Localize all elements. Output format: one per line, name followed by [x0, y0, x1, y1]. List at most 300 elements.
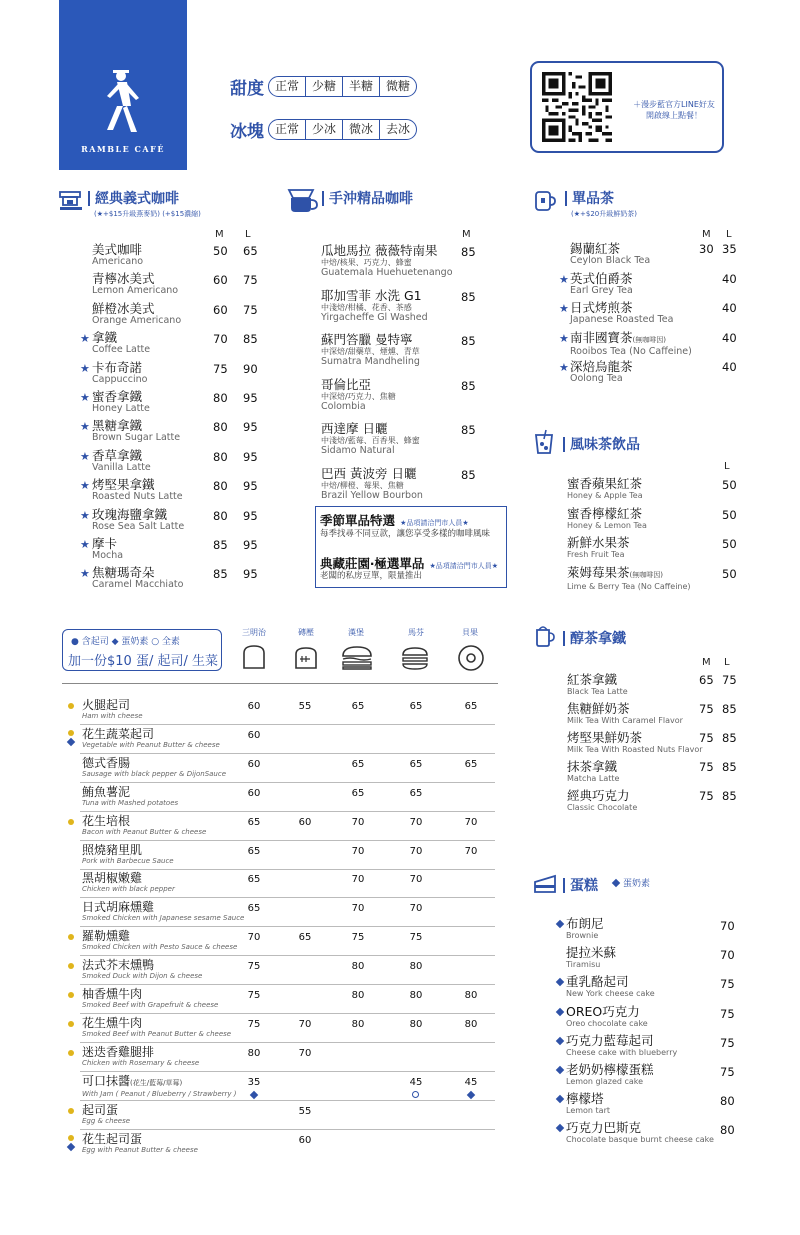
price-l: 50 — [722, 537, 737, 551]
item-name-en: Yirgacheffe Gl Washed — [321, 311, 428, 323]
cheese-dot-icon — [68, 1050, 74, 1056]
sandwich-item — [82, 844, 174, 866]
price-m: 85 — [213, 567, 228, 582]
sandwich-addon: 加一份$10 蛋/ 起司/ 生菜 — [68, 654, 218, 669]
item-flavor-notes: 中深焙/巧克力、焦糖 — [321, 391, 396, 401]
item-name-zh: 布朗尼 — [566, 916, 604, 931]
veg-egg-milk-icon — [556, 1007, 564, 1015]
star-icon: ★ — [80, 508, 90, 522]
sandwich-price: 70 — [409, 903, 423, 915]
burger-icon — [340, 645, 374, 671]
item-name-zh: 鮪魚薯泥 — [82, 784, 131, 799]
row-divider — [80, 1100, 495, 1101]
sandwich-column-header: 磚壓 — [298, 628, 314, 637]
sweetness-option: 正常 — [275, 79, 300, 93]
price: 80 — [720, 1094, 735, 1109]
item-name-zh: 耶加雪菲 水洗 G1 — [321, 287, 422, 303]
special1-title: 季節單品特選 — [320, 513, 396, 528]
sandwich-price: 70 — [464, 816, 478, 828]
item-name-en: Black Tea Latte — [567, 687, 628, 696]
sandwich-price: 80 — [409, 990, 423, 1001]
sandwich-price: 65 — [409, 701, 423, 712]
sandwich-price: 35 — [247, 1076, 261, 1088]
item-name-zh: 老奶奶檸檬蛋糕 — [566, 1062, 654, 1077]
menu-item — [92, 419, 180, 443]
item-name-zh: 卡布奇諾 — [92, 359, 143, 375]
item-name-en: Oolong Tea — [570, 373, 623, 384]
price-l: 40 — [722, 271, 737, 286]
sandwich-item — [82, 959, 202, 981]
sandwich-item — [82, 901, 244, 923]
item-name-en: Honey Latte — [92, 403, 150, 414]
price-l: 85 — [722, 760, 737, 774]
special-beans-box — [315, 506, 507, 588]
sweetness-option: 少糖 — [305, 77, 342, 96]
item-name-en: Sausage with black pepper & DijonSauce — [82, 769, 227, 778]
sandwich-column-header: 貝果 — [462, 628, 478, 637]
sandwich-price: 70 — [298, 1018, 312, 1030]
sandwich-item — [82, 757, 226, 779]
item-name-zh: 花生燻牛肉 — [82, 1015, 143, 1030]
menu-item — [92, 331, 150, 355]
menu-item — [567, 566, 691, 592]
item-name-en: Tuna with Mashed potatoes — [82, 798, 179, 807]
flavor-tea-col-l: L — [724, 461, 730, 472]
item-caffeine-note-en: (No Caffeine) — [635, 581, 691, 591]
item-name-en: Classic Chocolate — [567, 803, 638, 812]
sandwich-price: 65 — [409, 758, 423, 770]
item-name-en: Smoked Beef with Grapefruit & cheese — [82, 1001, 219, 1009]
item-name-en: Vegetable with Peanut Butter & cheese — [82, 740, 220, 749]
item-name-en: Smoked Beef with Peanut Butter & cheese — [82, 1029, 232, 1038]
price-l: 50 — [722, 566, 737, 581]
item-name-en: Mocha — [92, 550, 124, 561]
sandwich-price: 80 — [409, 961, 423, 973]
item-name-en: New York cheese cake — [566, 989, 655, 999]
logo-text: RAMBLE CAFÉ — [81, 144, 165, 154]
sandwich-price: 75 — [247, 1018, 261, 1030]
price: 75 — [720, 977, 735, 992]
item-name-zh: 蘇門答臘 曼特寧 — [321, 332, 413, 348]
item-name-zh: 蜜香蘋果紅茶 — [567, 476, 643, 491]
sandwich-item — [82, 786, 178, 808]
item-name-en: Brownie — [566, 931, 599, 940]
cheese-dot-icon — [68, 1108, 74, 1114]
row-divider — [80, 926, 495, 927]
menu-item — [321, 422, 420, 456]
veg-egg-milk-icon — [556, 978, 564, 986]
sandwich-price: 70 — [351, 845, 365, 857]
item-name-zh: 可口抹醬(花生/藍莓/草莓) — [82, 1073, 183, 1088]
sandwich-price: 60 — [247, 787, 261, 799]
price-m: 80 — [213, 391, 228, 405]
sandwich-price: 70 — [409, 816, 423, 828]
price-l: 85 — [722, 731, 737, 745]
sandwich-legend-marks: ● 含起司 ◆ 蛋奶素 ○ 全素 — [71, 637, 180, 647]
item-name-en: Roasted Nuts Latte — [92, 491, 183, 503]
item-name-zh: 檸檬塔 — [566, 1091, 604, 1107]
milk-tea-title: 醇茶拿鐵 — [563, 628, 626, 648]
item-name-zh: 美式咖啡 — [92, 242, 143, 257]
tea-col-l: L — [726, 229, 732, 240]
item-name-zh: 鮮橙冰美式 — [92, 300, 155, 316]
sandwich-price: 60 — [247, 758, 261, 770]
price-m: 50 — [213, 244, 228, 258]
item-name-zh: 萊姆莓果茶(無咖啡因) — [567, 564, 663, 580]
item-name-en: Rooibos Tea (No Caffeine) — [570, 345, 692, 357]
milk-tea-col-l: L — [724, 657, 730, 668]
ice-option: 正常 — [275, 122, 300, 136]
veg-egg-milk-icon — [250, 1090, 258, 1098]
price-l: 40 — [722, 330, 737, 345]
item-name-en: Chocolate basque burnt cheese cake — [566, 1135, 714, 1145]
price-m: 80 — [213, 449, 228, 464]
item-name-en: Fresh Fruit Tea — [567, 550, 625, 559]
sandwich-price: 65 — [464, 758, 478, 770]
item-name-en: Lemon glazed cake — [566, 1077, 644, 1086]
menu-item — [567, 789, 637, 813]
menu-item — [566, 975, 655, 999]
espresso-title: 經典義式咖啡 — [88, 188, 179, 208]
item-name-zh: 烤堅果拿鐵 — [92, 477, 155, 493]
sandwich-item — [82, 815, 206, 837]
menu-item — [570, 242, 650, 266]
item-name-en: Chicken with Rosemary & cheese — [82, 1058, 200, 1067]
item-name-en: Ceylon Black Tea — [570, 255, 651, 266]
sandwich-price: 80 — [351, 990, 365, 1001]
item-name-en: Smoked Chicken with Pesto Sauce & cheese — [82, 943, 238, 952]
sandwich-item — [82, 872, 175, 894]
muffin-icon — [400, 645, 430, 671]
price-l: 75 — [243, 302, 258, 317]
price-l: 95 — [243, 391, 258, 405]
row-divider — [80, 811, 495, 812]
price-l: 40 — [722, 360, 737, 374]
sandwich-item — [82, 930, 237, 952]
ice-pills — [268, 119, 417, 140]
price-l: 75 — [722, 673, 737, 687]
menu-item — [566, 1092, 610, 1116]
iced-drink-icon — [533, 429, 555, 455]
sandwich-price: 55 — [298, 701, 312, 712]
item-flavor-notes: 中深焙/甜藥草、煙燻、青草 — [321, 347, 420, 357]
menu-item — [570, 272, 633, 296]
veg-egg-milk-icon — [556, 1095, 564, 1103]
item-name-en: Lemon Americano — [92, 285, 179, 297]
sandwich-header-divider — [62, 683, 498, 684]
item-name-en: Ham with cheese — [82, 712, 143, 720]
item-name-en: Honey & Lemon Tea — [567, 520, 647, 530]
cake-title: 蛋糕 — [563, 875, 598, 895]
sandwich-price: 55 — [298, 1105, 312, 1117]
menu-item — [566, 1121, 714, 1145]
flavor-tea-title: 風味茶飲品 — [563, 434, 640, 454]
star-icon: ★ — [559, 272, 569, 286]
item-name-zh: 花生起司蛋 — [82, 1131, 143, 1146]
item-name-zh: 抹茶拿鐵 — [567, 759, 618, 774]
menu-item — [570, 331, 692, 357]
espresso-subtitle: (★+$15升級燕麥奶) (+$15濃縮) — [94, 210, 201, 218]
tea-col-m: M — [702, 229, 711, 240]
price: 75 — [720, 1065, 735, 1079]
row-divider — [80, 955, 495, 956]
star-icon: ★ — [80, 420, 90, 434]
item-name-zh: 德式香腸 — [82, 755, 131, 770]
menu-item — [92, 302, 181, 326]
sandwich-price: 70 — [409, 874, 423, 886]
sandwich-price: 80 — [464, 990, 478, 1001]
row-divider — [80, 724, 495, 725]
sandwich-item — [82, 988, 218, 1010]
panini-icon — [292, 645, 320, 671]
price-m: 75 — [699, 760, 714, 774]
price-m: 85 — [461, 334, 476, 349]
item-name-zh: 焦糖鮮奶茶 — [567, 701, 630, 716]
pour-over-kettle-icon — [285, 186, 319, 214]
sandwich-column-header: 馬芬 — [408, 628, 424, 637]
cheese-dot-icon — [68, 730, 74, 736]
row-divider — [80, 782, 495, 783]
menu-item — [566, 917, 604, 941]
menu-item — [92, 566, 183, 590]
menu-item — [567, 702, 683, 726]
row-divider — [80, 1071, 495, 1072]
sandwich-legend — [62, 629, 222, 671]
item-name-zh: 新鮮水果茶 — [567, 535, 630, 550]
sweetness-pills — [268, 76, 417, 97]
price: 80 — [720, 1123, 735, 1138]
star-icon: ★ — [80, 479, 90, 493]
sandwich-price: 75 — [247, 961, 261, 973]
item-name-en: Caramel Macchiato — [92, 579, 184, 591]
star-icon: ★ — [80, 361, 90, 375]
item-name-zh: 蜜香拿鐵 — [92, 389, 143, 404]
price-m: 75 — [699, 731, 714, 745]
item-name-en: Oreo chocolate cake — [566, 1018, 648, 1028]
sandwich-price: 45 — [409, 1076, 423, 1088]
item-flavor-notes: 中焙/核果、巧克力、蜂蜜 — [321, 258, 412, 267]
sandwich-item — [82, 699, 143, 721]
item-caffeine-note: (無咖啡因) — [632, 335, 666, 344]
veg-egg-milk-icon — [67, 738, 75, 746]
item-name-zh: 烤堅果鮮奶茶 — [567, 730, 643, 745]
menu-item — [92, 243, 143, 267]
menu-item — [566, 1034, 677, 1058]
price-m: 65 — [699, 673, 714, 687]
menu-item — [567, 477, 643, 501]
item-name-en: Sidamo Natural — [321, 445, 395, 457]
menu-item — [566, 1063, 654, 1087]
special1-desc: 每季找尋不同豆款，讓您享受多樣的咖啡風味 — [320, 529, 491, 539]
sandwich-price: 45 — [464, 1076, 478, 1088]
item-name-en: Brown Sugar Latte — [92, 432, 181, 444]
menu-item — [321, 467, 423, 501]
item-name-zh: 巧克力巴斯克 — [566, 1120, 642, 1136]
item-flavor-notes: 中淺焙/藍莓、百香果、蜂蜜 — [321, 436, 420, 446]
item-name-zh: 玫瑰海鹽拿鐵 — [92, 506, 168, 522]
item-caffeine-note-en: (No Caffeine) — [626, 345, 692, 357]
menu-item — [567, 507, 647, 531]
cake-legend: 蛋奶素 — [623, 879, 651, 889]
menu-item — [92, 390, 150, 414]
price-m: 60 — [213, 273, 228, 288]
row-divider — [80, 984, 495, 985]
menu-item — [92, 478, 183, 502]
menu-item — [92, 449, 151, 473]
sandwich-price: 65 — [247, 816, 261, 828]
sandwich-price: 80 — [464, 1018, 478, 1030]
item-name-zh: 南非國寶茶(無咖啡因) — [570, 329, 666, 345]
sandwich-price: 70 — [409, 845, 423, 857]
item-flavor-notes: 中焙/柳橙、莓果、焦糖 — [321, 481, 404, 490]
sandwich-price: 65 — [351, 787, 365, 799]
sandwich-price: 80 — [351, 961, 365, 973]
price: 75 — [720, 1035, 735, 1050]
row-divider — [80, 840, 495, 841]
item-name-en: With Jam ( Peanut / Blueberry / Strawberry ) — [82, 1089, 237, 1098]
item-name-zh: 日式烤煎茶 — [570, 300, 633, 315]
price-m: 75 — [699, 789, 714, 803]
ice-option: 少冰 — [305, 120, 342, 139]
item-name-en: Milk Tea With Caramel Flavor — [567, 716, 683, 725]
item-name-zh: 提拉米蘇 — [566, 945, 617, 961]
price: 70 — [720, 919, 735, 933]
item-name-en: Americano — [92, 256, 144, 267]
menu-item — [321, 333, 420, 367]
cheese-dot-icon — [68, 1135, 74, 1141]
sandwich-price: 60 — [298, 1134, 312, 1146]
sweetness-label: 甜度 — [230, 79, 264, 99]
item-name-en: Tiramisu — [566, 960, 601, 970]
sandwich-price: 65 — [298, 932, 312, 944]
price-m: 80 — [213, 420, 228, 435]
special2-desc: 老闆的私房豆單，限量推出 — [320, 571, 423, 581]
espresso-col-m: M — [215, 229, 224, 240]
sandwich-item — [82, 1104, 130, 1126]
item-name-zh: 日式胡麻燻雞 — [82, 900, 155, 915]
cake-slice-icon — [533, 872, 557, 894]
menu-item — [92, 361, 147, 385]
item-name-zh: 花生蔬菜起司 — [82, 726, 155, 741]
sandwich-price: 70 — [351, 903, 365, 915]
price-l: 95 — [243, 538, 258, 552]
item-name-en: Milk Tea With Roasted Nuts Flavor — [567, 745, 703, 754]
item-name-zh: 羅勒燻雞 — [82, 929, 131, 944]
special2-tag: ★品項請洽門市人員★ — [429, 562, 499, 570]
sandwich-price: 70 — [247, 932, 261, 944]
sandwich-column-header: 漢堡 — [348, 628, 364, 637]
price-l: 50 — [722, 507, 737, 522]
price-m: 85 — [461, 468, 476, 482]
menu-item — [321, 244, 453, 278]
item-name-en: Pork with Barbecue Sauce — [82, 856, 174, 865]
item-name-en: Smoked Chicken with Japanese sesame Sauce — [82, 914, 245, 923]
star-icon: ★ — [80, 567, 90, 581]
price-m: 60 — [213, 302, 228, 317]
veg-egg-milk-icon — [556, 1124, 564, 1132]
sandwich-item — [82, 1133, 198, 1155]
item-name-zh: 香草拿鐵 — [92, 447, 143, 463]
row-divider — [80, 1129, 495, 1130]
item-flavor-notes: 中淺焙/柑橘、花香、茶感 — [321, 302, 412, 312]
price: 70 — [720, 948, 735, 963]
row-divider — [80, 1013, 495, 1014]
price-m: 30 — [699, 242, 714, 256]
item-name-zh: 青檸冰美式 — [92, 271, 155, 287]
menu-item — [92, 272, 178, 296]
sandwich-price: 65 — [464, 701, 478, 712]
sandwich-icon — [240, 643, 268, 671]
pourover-title: 手沖精品咖啡 — [322, 188, 413, 208]
special1-tag: ★品項請洽門市人員★ — [400, 519, 469, 527]
item-name-zh: 黑胡椒嫩雞 — [82, 871, 143, 886]
sandwich-price: 65 — [247, 874, 261, 886]
item-name-en: Guatemala Huehuetenango — [321, 267, 453, 278]
item-name-zh: 哥倫比亞 — [321, 376, 372, 392]
cheese-dot-icon — [68, 1021, 74, 1027]
qr-caption-line1: ＋漫步藍官方LINE好友 — [633, 100, 715, 109]
milk-tea-cup-icon — [533, 622, 555, 648]
line-qr-box — [530, 61, 724, 153]
price-l: 85 — [243, 332, 258, 347]
item-name-en: Egg & cheese — [82, 1116, 131, 1125]
item-name-en: Honey & Apple Tea — [567, 491, 643, 500]
sandwich-price: 75 — [409, 932, 423, 944]
sandwich-price: 70 — [351, 874, 365, 886]
ice-option: 去冰 — [379, 120, 416, 139]
ice-option: 微冰 — [342, 120, 379, 139]
special2-title: 典藏莊園‧極選單品 — [320, 556, 425, 571]
item-name-en: Lime & Berry Tea (No Caffeine) — [567, 581, 691, 591]
tea-subtitle: (★+$20升級鮮奶茶) — [571, 210, 637, 218]
menu-item — [567, 673, 628, 697]
price-l: 90 — [243, 361, 258, 376]
item-name-zh: 焦糖瑪奇朵 — [92, 565, 155, 581]
item-name-zh: 摩卡 — [92, 536, 118, 551]
item-name-zh: 迷迭香雞腿排 — [82, 1044, 155, 1059]
price-m: 85 — [213, 538, 228, 552]
item-name-zh: 重乳酪起司 — [566, 974, 629, 990]
menu-item — [567, 731, 703, 755]
pourover-col-m: M — [462, 229, 471, 240]
price-m: 75 — [699, 702, 714, 716]
sandwich-price: 75 — [351, 932, 365, 944]
price-m: 85 — [461, 378, 476, 393]
item-name-en: Smoked Duck with Dijon & cheese — [82, 972, 203, 981]
sandwich-item — [82, 728, 220, 750]
item-name-en: Cappuccino — [92, 373, 148, 385]
price-m: 85 — [461, 423, 476, 438]
item-name-zh: 黑糖拿鐵 — [92, 418, 143, 434]
price-l: 75 — [243, 273, 258, 288]
item-name-en: Vanilla Latte — [92, 461, 151, 473]
menu-item — [321, 289, 428, 323]
espresso-machine-icon — [58, 189, 84, 213]
price-m: 80 — [213, 479, 228, 494]
sandwich-price: 70 — [464, 845, 478, 857]
price-l: 50 — [722, 478, 737, 492]
item-name-en: Lemon tart — [566, 1106, 611, 1116]
price-m: 75 — [213, 361, 228, 376]
row-divider — [80, 897, 495, 898]
price-m: 85 — [461, 245, 476, 259]
item-name-en: Cheese cake with blueberry — [566, 1047, 678, 1057]
sandwich-price: 65 — [351, 758, 365, 770]
star-icon: ★ — [559, 302, 569, 315]
star-icon: ★ — [559, 361, 569, 374]
tea-cup-icon — [533, 189, 557, 213]
sandwich-price: 65 — [351, 701, 365, 712]
